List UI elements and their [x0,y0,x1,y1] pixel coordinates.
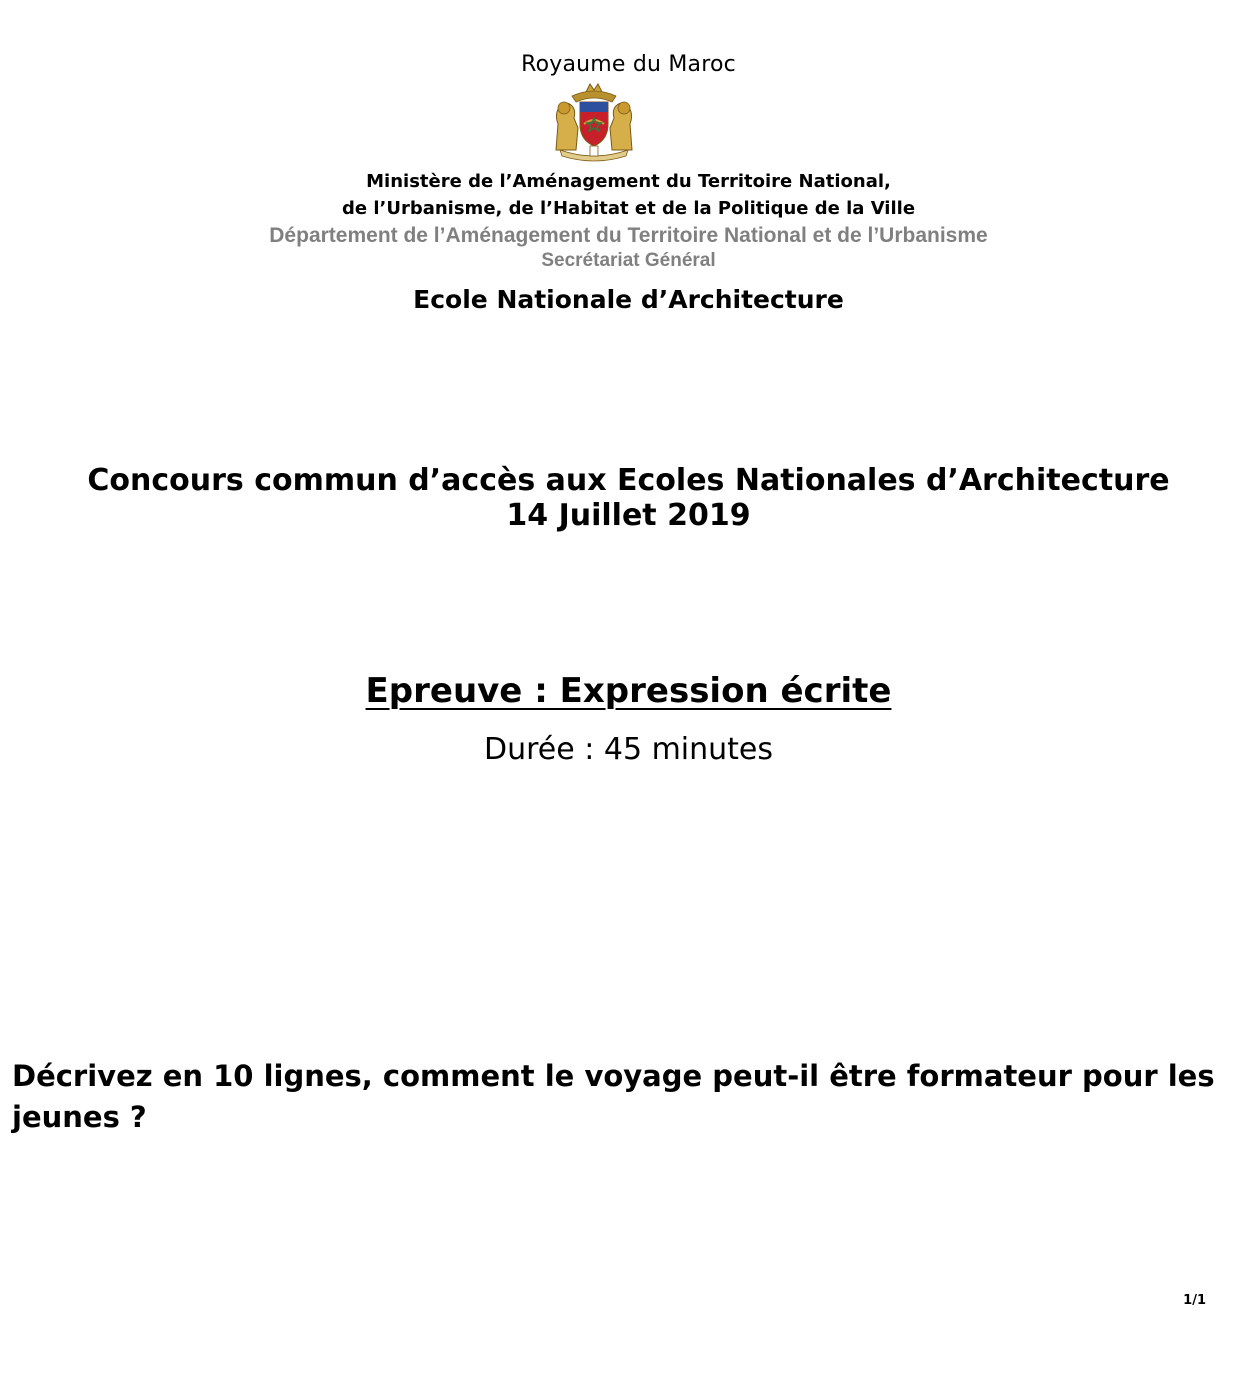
exam-title-text: Epreuve : Expression écrite [365,671,892,711]
exam-question: Décrivez en 10 lignes, comment le voyage peut-il être formateur pour les jeunes ? [12,1059,1215,1134]
exam-duration: Durée : 45 minutes [483,732,774,767]
coat-of-arms-icon [546,80,642,162]
kingdom-name: Royaume du Maroc [521,52,736,77]
ministry-line-1: Ministère de l’Aménagement du Territoire National, [366,171,891,192]
exam-title [0,671,1257,711]
contest-date: 14 Juillet 2019 [506,498,751,533]
ministry-name [0,168,1257,222]
ministry-line-2: de l’Urbanisme, de l’Habitat et de la Politique de la Ville [341,198,916,219]
school-name: Ecole Nationale d’Architecture [413,285,844,314]
contest-heading [0,463,1257,533]
coat-of-arms-graphic [546,80,642,162]
department-name: Département de l’Aménagement du Territoire National et de l’Urbanisme [269,224,988,247]
secretariat-name: Secrétariat Général [541,250,716,271]
contest-title: Concours commun d’accès aux Ecoles Nationales d’Architecture [87,463,1170,498]
page-number: 1/1 [1183,1293,1206,1308]
